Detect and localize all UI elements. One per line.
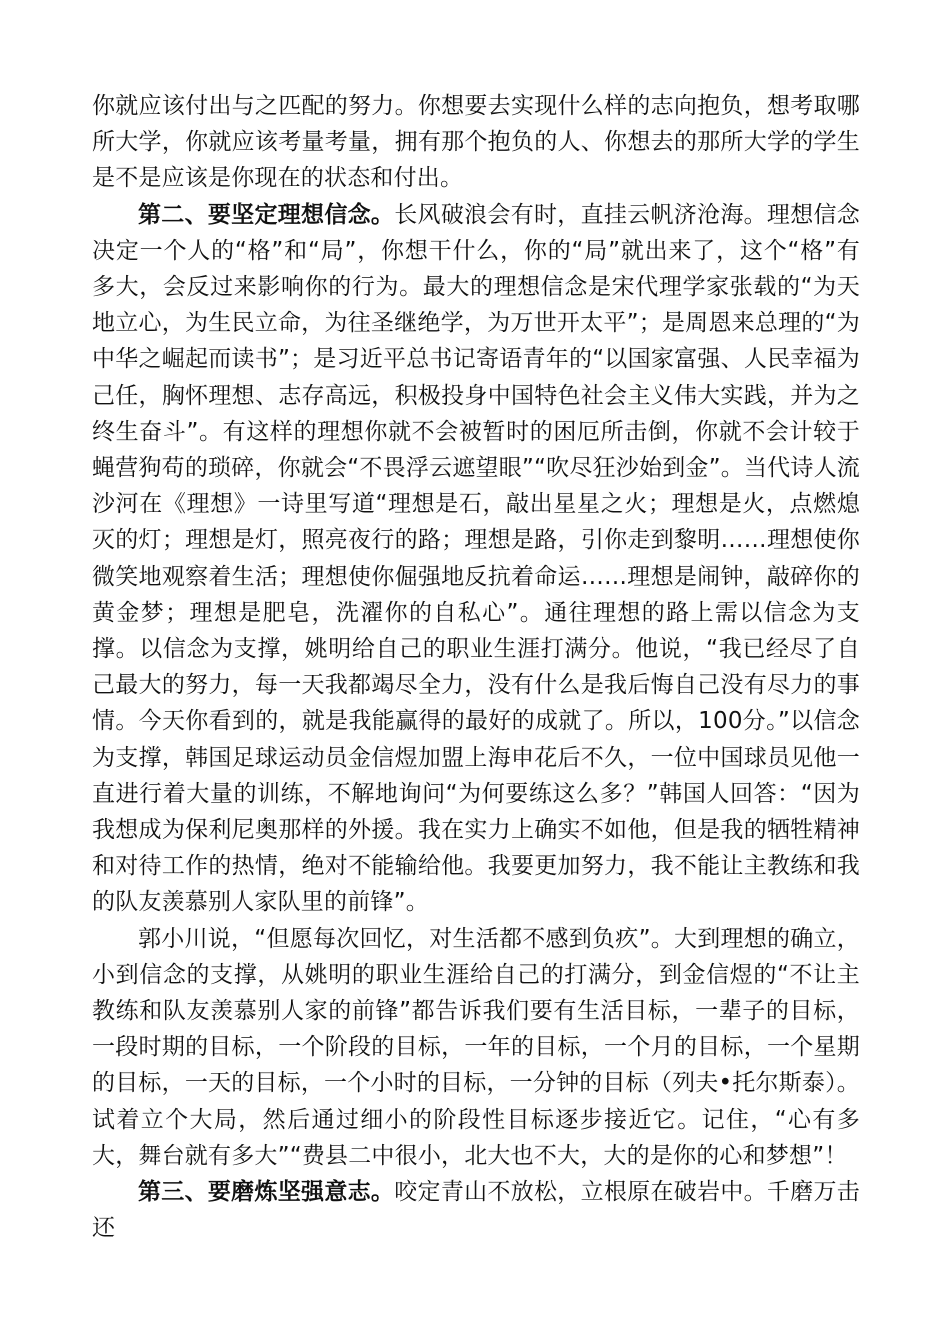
paragraph-text: 咬定青山不放松，立根原在破岩中。千磨万击还 (92, 1179, 861, 1242)
paragraph-text: 你就应该付出与之匹配的努力。你想要去实现什么样的志向抱负，想考取哪所大学，你就应该考量考量，拥有那个抱负的人、你想去的那所大学的学生是不是应该是你现在的状态和付出。 (92, 93, 860, 192)
paragraph-guo-xiaochuan (92, 921, 860, 1174)
section-heading-second: 第二、要坚定理想信念。 (138, 201, 395, 228)
section-heading-third: 第三、要磨炼坚强意志。 (138, 1179, 395, 1206)
paragraph-continuation (92, 88, 860, 197)
paragraph-text: 长风破浪会有时，直挂云帆济沧海。理想信念决定一个人的“格”和“局”，你想干什么，你的“局”就出来了，这个“格”有多大，会反过来影响你的行为。最大的理想信念是宋代理学家张载的“为天地立心，为生民立命，为往圣继绝学，为万世开太平”；是周恩来总理的“为中华之崛起而读书”；是习近平总书记寄语青年的“以国家富强、人民幸福为己任，胸怀理想、志存高远，积极投身中国特色社会主义伟大实践，并为之终生奋斗”。有这样的理想你就不会被暂时的困厄所击倒，你就不会计较于蝇营狗苟的琐碎，你就会“不畏浮云遮望眼”“吹尽狂沙始到金”。当代诗人流沙河在《理想》一诗里写道“理想是石，敲出星星之火；理想是火，点燃熄灭的灯；理想是灯，照亮夜行的路；理想是路，引你走到黎明……理想使你微笑地观察着生活；理想使你倔强地反抗着命运……理想是闹钟，敲碎你的黄金梦；理想是肥皂，洗濯你的自私心”。通往理想的路上需以信念为支撑。以信念为支撑，姚明给自己的职业生涯打满分。他说，“我已经尽了自己最大的努力，每一天我都竭尽全力，没有什么是我后悔自己没有尽力的事情。今天你看到的，就是我能赢得的最好的成就了。所以，100分。”以信念为支撑，韩国足球运动员金信煜加盟上海申花后不久，一位中国球员见他一直进行着大量的训练，不解地询问“为何要练这么多？”韩国人回答：“因为我想成为保利尼奥那样的外援。我在实力上确实不如他，但是我的牺牲精神和对待工作的热情，绝对不能输给他。我要更加努力，我不能让主教练和我的队友羡慕别人家队里的前锋”。 (92, 201, 861, 916)
paragraph-text: 郭小川说，“但愿每次回忆，对生活都不感到负疚”。大到理想的确立，小到信念的支撑，从姚明的职业生涯给自己的打满分，到金信煜的“不让主教练和队友羡慕别人家的前锋”都告诉我们要有生活目标，一辈子的目标，一段时期的目标，一个阶段的目标，一年的目标，一个月的目标，一个星期的目标，一天的目标，一个小时的目标，一分钟的目标（列夫•托尔斯泰）。试着立个大局，然后通过细小的阶段性目标逐步接近它。记住，“心有多大，舞台就有多大”“费县二中很小，北大也不大，大的是你的心和梦想”！ (92, 925, 860, 1169)
paragraph-third-point (92, 1174, 860, 1246)
paragraph-second-point (92, 197, 860, 921)
document-body (92, 88, 860, 1247)
